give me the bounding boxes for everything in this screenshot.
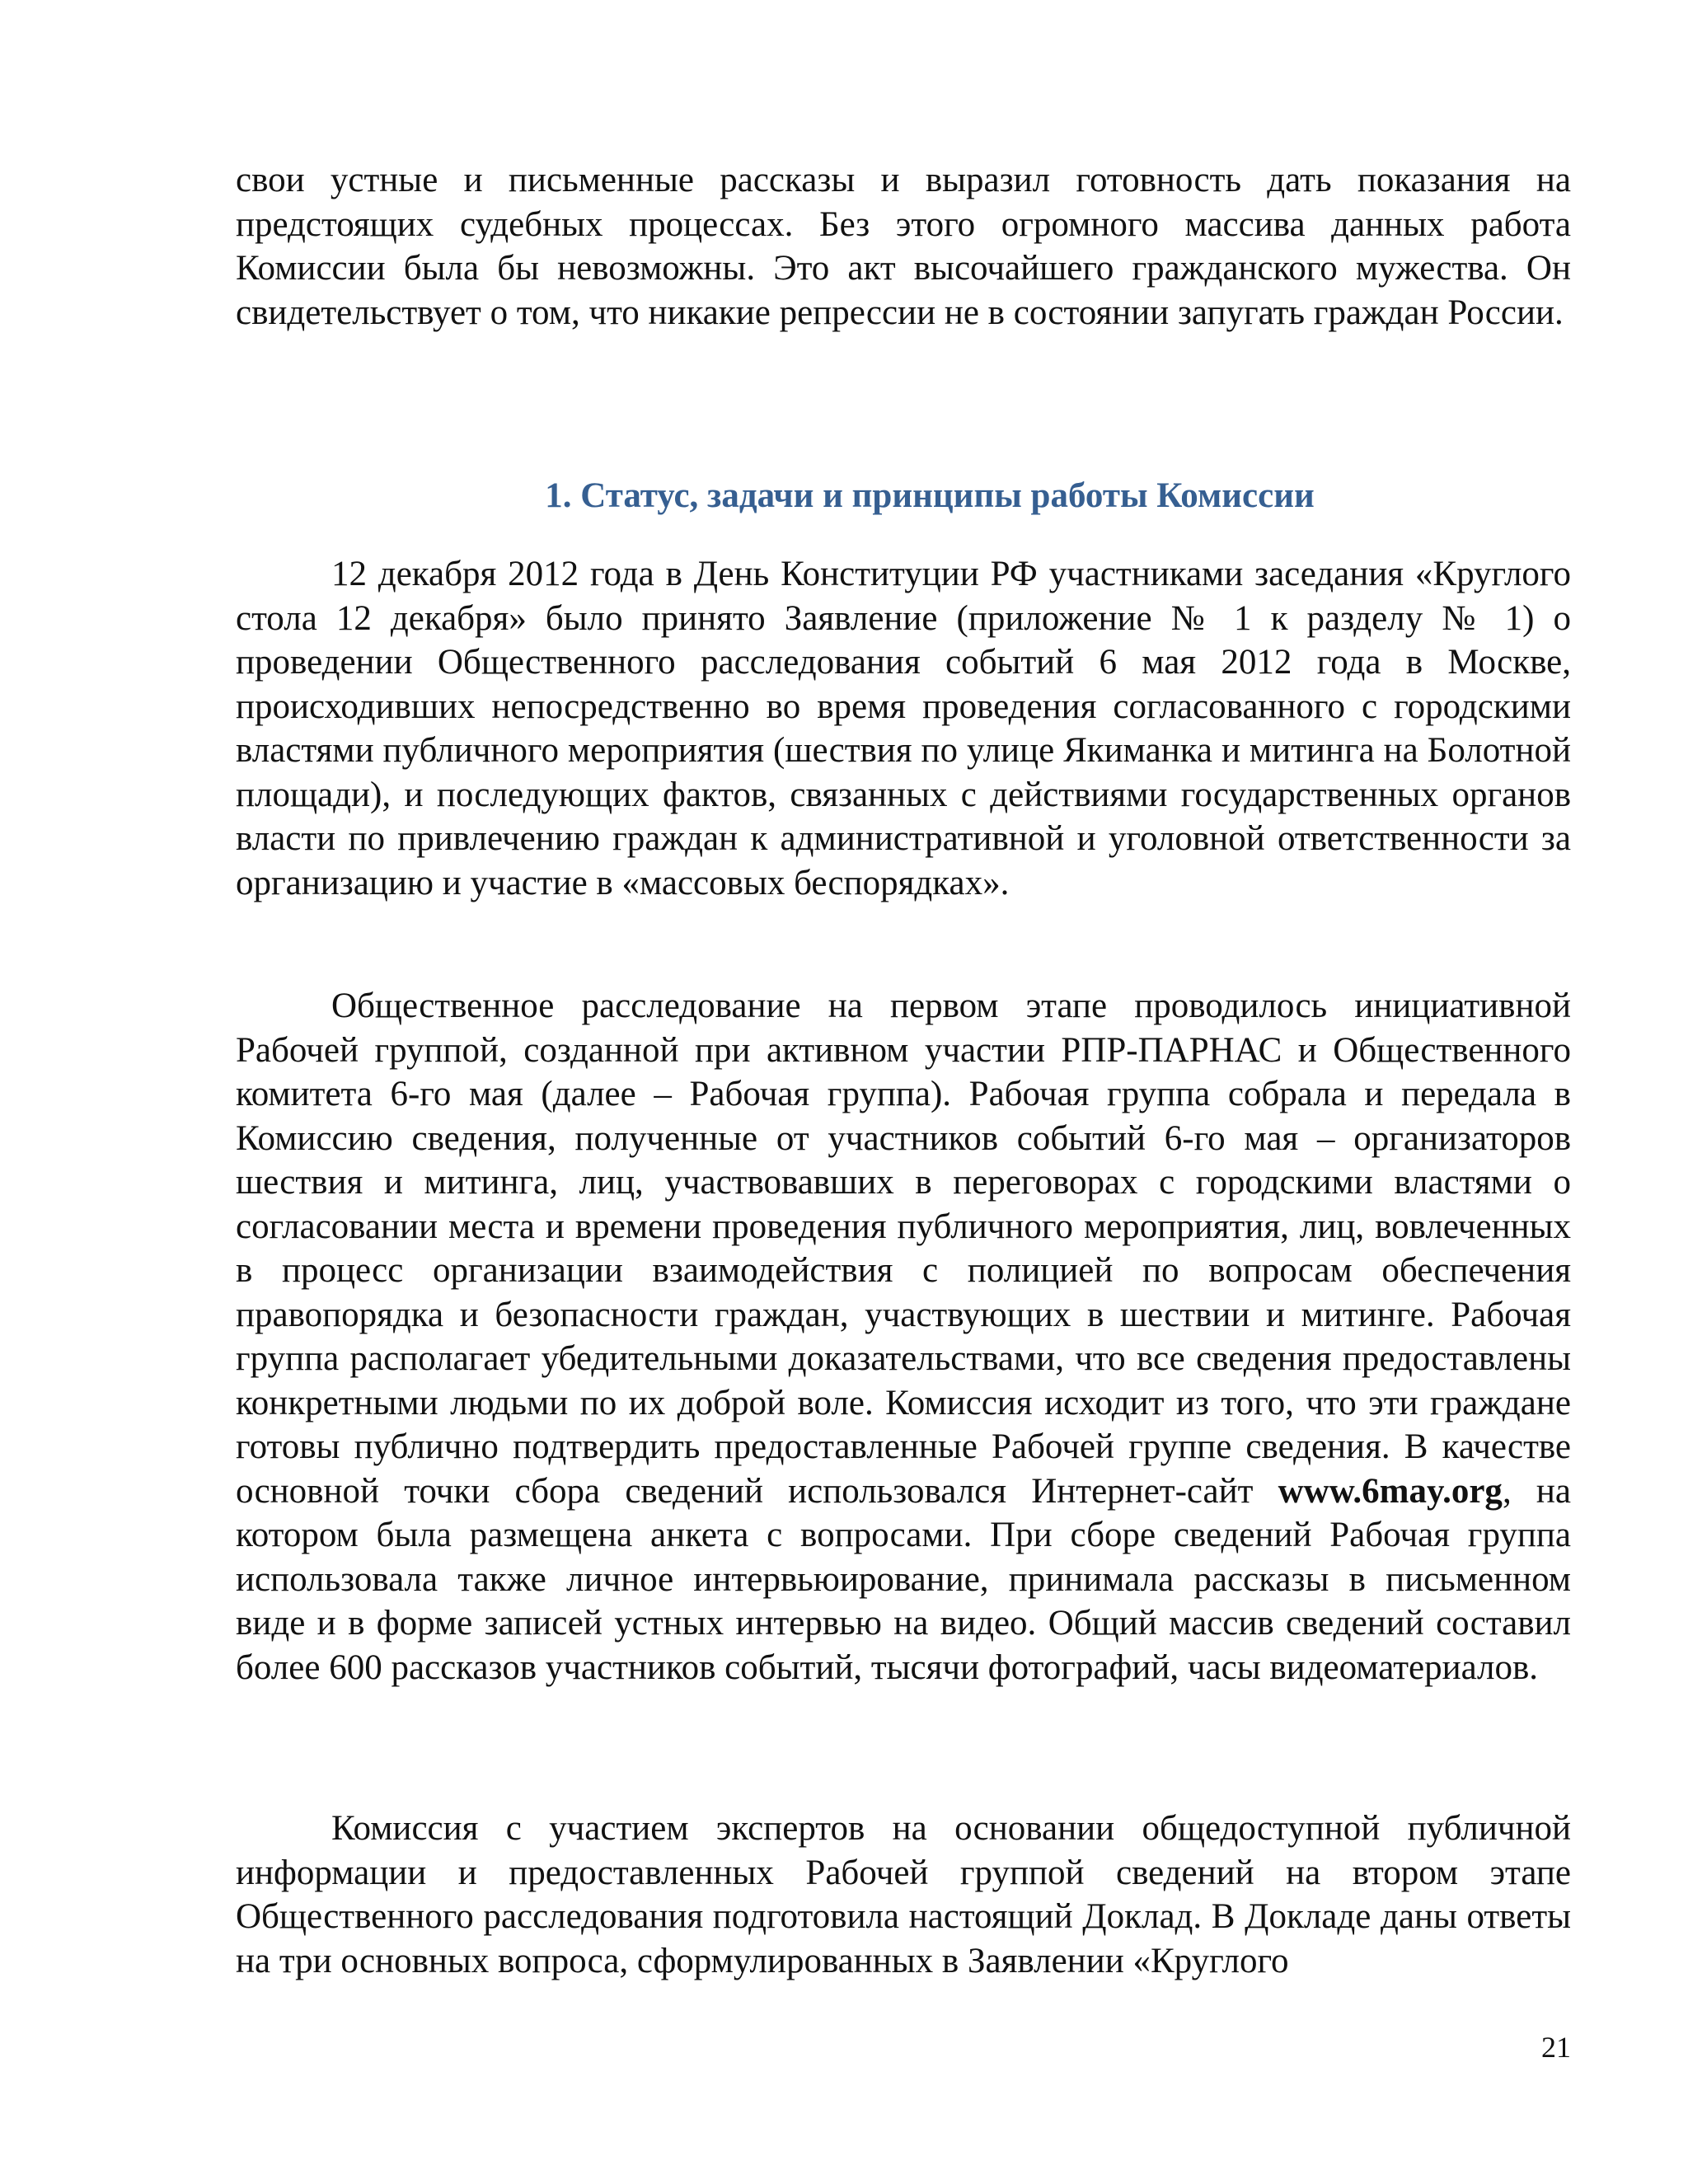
section-heading [236,471,1571,521]
paragraph-report-text: Комиссия с участием экспертов на основании общедоступной публичной информации и предоставленных Рабочей группой сведений на втором этапе Общественного расследования подготовила настоящий Доклад. В Докладе даны ответы на три основных вопроса, сформулированных в Заявлении «Круглого [236,1809,1571,1980]
section-heading-text: 1. Статус, задачи и принципы работы Комиссии [545,476,1315,515]
continued-paragraph [236,158,1571,335]
paragraph-report [236,1807,1571,1983]
paragraph-statement-text: 12 декабря 2012 года в День Конституции РФ участниками заседания «Круглого стола 12 декабря» было принято Заявление (приложение № 1 к разделу № 1) о проведении Общественного расследования событий 6 мая 2012 года в Москве, происходивших непосредственно во время проведения согласованного с городскими властями публичного мероприятия (шествия по улице Якиманка и митинга на Болотной площади), и последующих фактов, связанных с действиями государственных органов власти по привлечению граждан к административной и уголовной ответственности за организацию и участие в «массовых беспорядках». [236,555,1571,902]
paragraph-working-group-part-1: Общественное расследование на первом этапе проводилось инициативной Рабочей группой, созданной при активном участии РПР-ПАРНАС и Общественного комитета 6-го мая (далее – Рабочая группа). Рабочая группа собрала и передала в Комиссию сведения, полученные от участников событий 6-го мая – организаторов шествия и митинга, лиц, участвовавших в переговорах с городскими властями о согласовании места и времени проведения публичного мероприятия, лиц, вовлеченных в процесс организации взаимодействия с полицией по вопросам обеспечения правопорядка и безопасности граждан, участвующих в шествии и митинге. Рабочая группа располагает убедительными доказательствами, что все сведения предоставлены конкретными людьми по их доброй воле. Комиссия исходит из того, что эти граждане готовы публично подтвердить предоставленные Рабочей группе сведения. В качестве основной точки сбора сведений использовался Интернет-сайт [236,987,1571,1511]
paragraph-working-group-text [236,984,1571,1690]
paragraph-working-group [236,984,1571,1690]
paragraph-statement [236,552,1571,905]
paragraph-working-group-part-2: , на котором была размещена анкета с вопросами. При сборе сведений Рабочая группа использовала также личное интервьюирование, принимала рассказы в письменном виде и в форме записей устных интервью на видео. Общий массив сведений составил более 600 рассказов участников событий, тысячи фотографий, часы видеоматериалов. [236,1471,1571,1687]
website-link[interactable]: www.6may.org [1278,1471,1503,1511]
continued-paragraph-text: свои устные и письменные рассказы и выразил готовность дать показания на предстоящих судебных процессах. Без этого огромного массива данных работа Комиссии была бы невозможны. Это акт высочайшего гражданского мужества. Он свидетельствует о том, что никакие репрессии не в состоянии запугать граждан России. [236,161,1571,332]
page-number: 21 [1541,2031,1571,2064]
